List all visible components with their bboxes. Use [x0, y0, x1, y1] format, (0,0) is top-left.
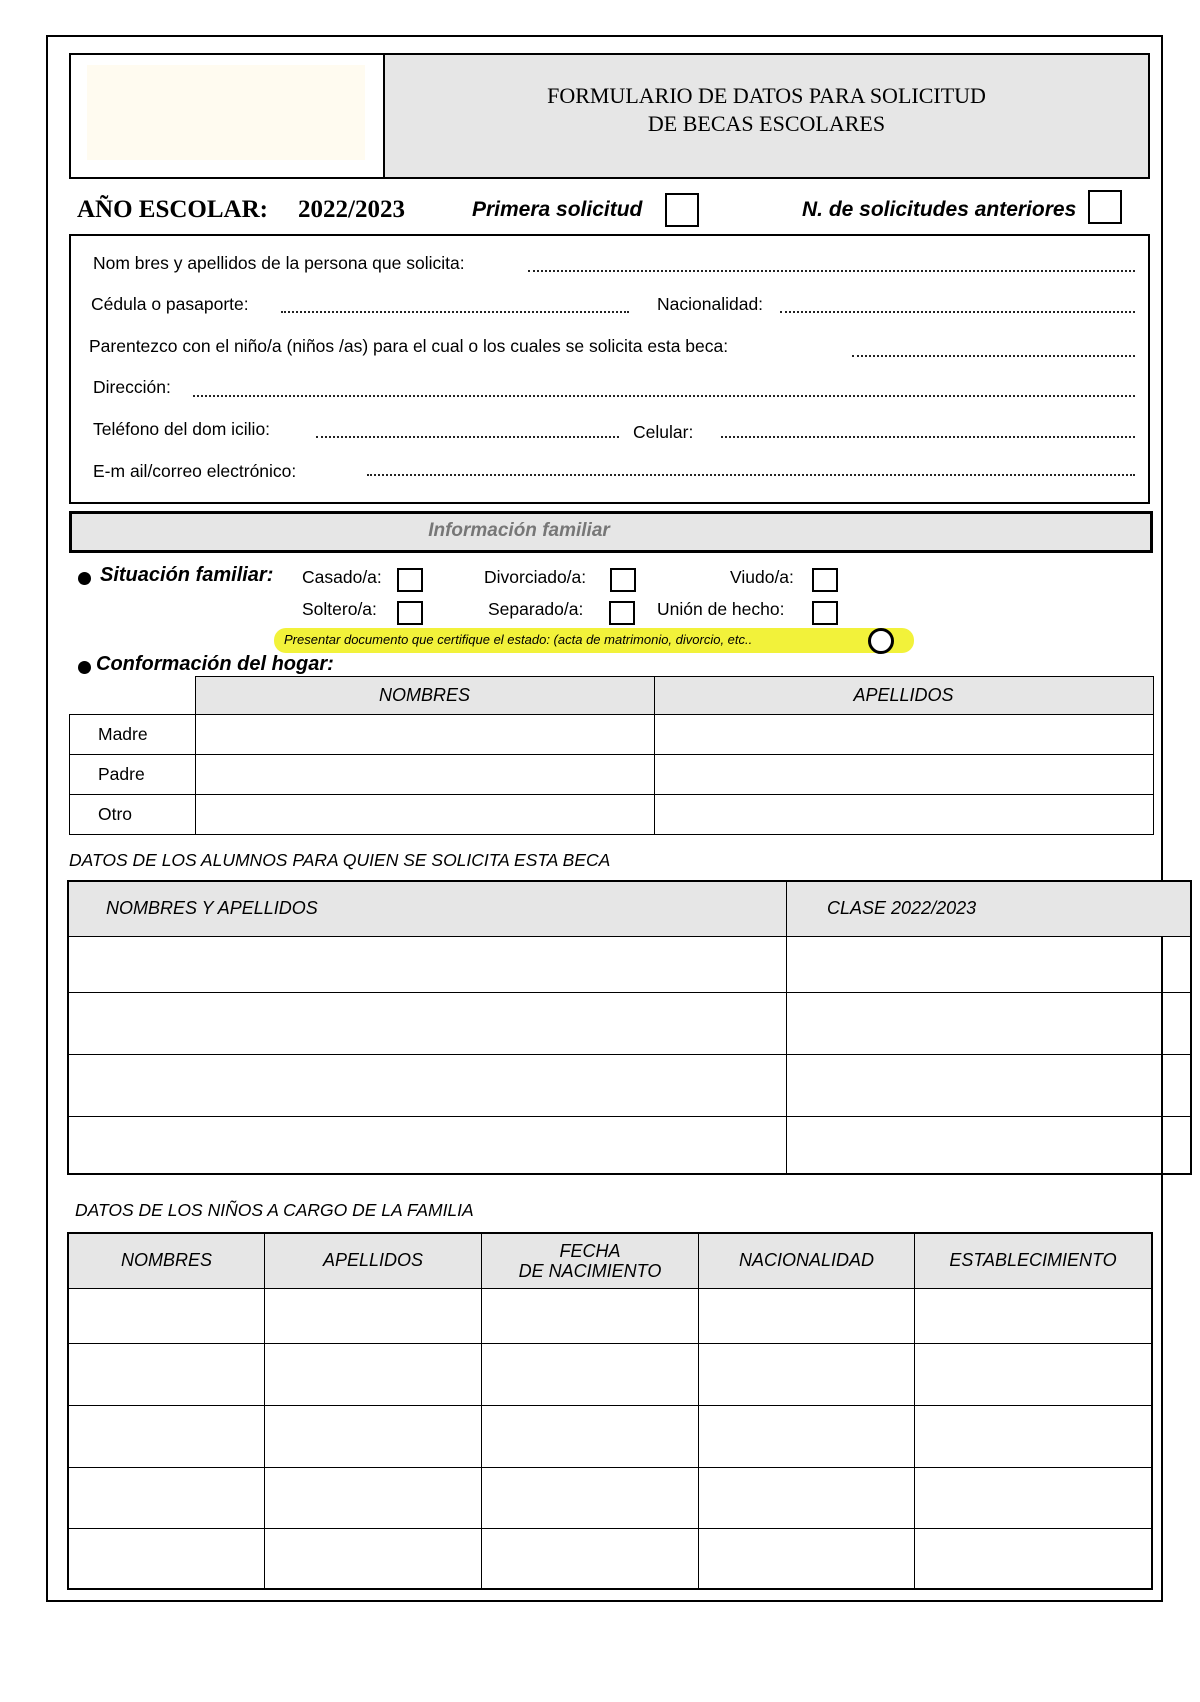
child-cell[interactable] [915, 1343, 1153, 1405]
nationality-field[interactable] [780, 311, 1135, 313]
married-checkbox[interactable] [397, 568, 423, 592]
child-cell[interactable] [265, 1288, 482, 1343]
bullet-icon [78, 572, 91, 585]
divorced-checkbox[interactable] [610, 568, 636, 592]
student-class-cell[interactable] [787, 936, 1192, 992]
children-header-birthdate-2: DE NACIMIENTO [518, 1260, 662, 1281]
mobile-field[interactable] [721, 436, 1135, 438]
child-cell[interactable] [68, 1405, 265, 1467]
title-line-1: FORMULARIO DE DATOS PARA SOLICITUD [547, 83, 986, 108]
child-cell[interactable] [915, 1288, 1153, 1343]
child-cell[interactable] [68, 1467, 265, 1528]
single-label: Soltero/a: [302, 599, 377, 619]
certificate-note: Presentar documento que certifique el estado: (acta de matrimonio, divorcio, etc.. [284, 632, 753, 647]
student-class-cell[interactable] [787, 1054, 1192, 1116]
student-class-cell[interactable] [787, 1116, 1192, 1174]
widowed-label: Viudo/a: [730, 567, 794, 587]
relationship-field[interactable] [852, 355, 1135, 357]
child-cell[interactable] [915, 1405, 1153, 1467]
children-header-surnames: APELLIDOS [322, 1250, 424, 1271]
children-header-nationality: NACIONALIDAD [738, 1250, 875, 1271]
child-cell[interactable] [482, 1467, 699, 1528]
home-phone-label: Teléfono del dom icilio: [93, 419, 271, 439]
child-cell[interactable] [915, 1528, 1153, 1589]
mobile-label: Celular: [633, 422, 694, 442]
school-year-value: 2022/2023 [298, 196, 405, 223]
table-row [68, 1116, 1191, 1174]
table-row [68, 1288, 1152, 1343]
table-row [68, 1054, 1191, 1116]
household-cell[interactable] [654, 715, 1153, 755]
student-name-cell[interactable] [68, 992, 787, 1054]
household-cell[interactable] [654, 755, 1153, 795]
students-header-class: CLASE 2022/2023 [827, 898, 977, 919]
students-table [67, 880, 1192, 1175]
single-checkbox[interactable] [397, 601, 423, 625]
divorced-label: Divorciado/a: [484, 567, 587, 587]
married-label: Casado/a: [302, 567, 382, 587]
children-header-names: NOMBRES [120, 1250, 212, 1271]
child-cell[interactable] [265, 1343, 482, 1405]
child-cell[interactable] [68, 1288, 265, 1343]
form-title [385, 82, 1148, 138]
child-cell[interactable] [482, 1405, 699, 1467]
id-label: Cédula o pasaporte: [91, 294, 249, 314]
household-row-label: Otro [70, 795, 196, 835]
household-header-names: NOMBRES [378, 685, 470, 705]
table-row [68, 1405, 1152, 1467]
previous-requests-label: N. de solicitudes anteriores [802, 198, 1077, 221]
child-cell[interactable] [265, 1467, 482, 1528]
child-cell[interactable] [699, 1343, 915, 1405]
first-request-checkbox[interactable] [665, 193, 699, 227]
first-request-label: Primera solicitud [472, 198, 643, 221]
table-row [68, 1528, 1152, 1589]
family-info-title: Información familiar [428, 520, 610, 541]
child-cell[interactable] [68, 1528, 265, 1589]
student-name-cell[interactable] [68, 1116, 787, 1174]
table-row [70, 795, 1154, 835]
student-class-cell[interactable] [787, 992, 1192, 1054]
title-line-2: DE BECAS ESCOLARES [647, 111, 886, 136]
household-cell[interactable] [654, 795, 1153, 835]
table-row [70, 715, 1154, 755]
students-header-name: NOMBRES Y APELLIDOS [106, 898, 318, 919]
applicant-name-field[interactable] [528, 270, 1135, 272]
child-cell[interactable] [915, 1467, 1153, 1528]
address-label: Dirección: [93, 377, 171, 397]
separated-label: Separado/a: [488, 599, 584, 619]
school-year-label: AÑO ESCOLAR: [77, 196, 268, 223]
id-field[interactable] [281, 311, 629, 313]
household-header-surnames: APELLIDOS [853, 685, 954, 705]
union-label: Unión de hecho: [657, 599, 785, 619]
relationship-label: Parentezco con el niño/a (niños /as) para el cual o los cuales se solicita esta beca: [89, 336, 729, 356]
children-header-school: ESTABLECIMIENTO [949, 1250, 1117, 1271]
table-row [70, 755, 1154, 795]
household-label: Conformación del hogar: [96, 653, 334, 675]
child-cell[interactable] [265, 1528, 482, 1589]
bullet-icon [78, 661, 91, 674]
child-cell[interactable] [699, 1528, 915, 1589]
child-cell[interactable] [482, 1288, 699, 1343]
email-label: E-m ail/correo electrónico: [93, 461, 297, 481]
address-field[interactable] [193, 395, 1135, 397]
child-cell[interactable] [482, 1343, 699, 1405]
table-row [68, 1343, 1152, 1405]
children-table [67, 1232, 1153, 1590]
children-section-title: DATOS DE LOS NIÑOS A CARGO DE LA FAMILIA [75, 1200, 474, 1220]
household-table [69, 676, 1154, 835]
child-cell[interactable] [482, 1528, 699, 1589]
household-cell[interactable] [195, 755, 654, 795]
household-cell[interactable] [195, 795, 654, 835]
applicant-name-label: Nom bres y apellidos de la persona que solicita: [93, 253, 465, 273]
household-row-label: Madre [70, 715, 196, 755]
home-phone-field[interactable] [316, 436, 619, 438]
child-cell[interactable] [699, 1288, 915, 1343]
students-section-title: DATOS DE LOS ALUMNOS PARA QUIEN SE SOLICITA ESTA BECA [69, 850, 611, 870]
student-name-cell[interactable] [68, 1054, 787, 1116]
family-status-label: Situación familiar: [100, 564, 274, 586]
separated-checkbox[interactable] [609, 601, 635, 625]
table-row [68, 936, 1191, 992]
table-row [68, 992, 1191, 1054]
student-name-cell[interactable] [68, 936, 787, 992]
union-checkbox[interactable] [812, 601, 838, 625]
email-field[interactable] [367, 474, 1135, 476]
widowed-checkbox[interactable] [812, 568, 838, 592]
household-cell[interactable] [195, 715, 654, 755]
logo-placeholder [87, 65, 365, 160]
note-circle-icon [868, 628, 894, 654]
child-cell[interactable] [699, 1467, 915, 1528]
previous-requests-checkbox[interactable] [1088, 190, 1122, 224]
child-cell[interactable] [68, 1343, 265, 1405]
child-cell[interactable] [699, 1405, 915, 1467]
children-header-birthdate-1: FECHA [559, 1240, 621, 1261]
table-row [68, 1467, 1152, 1528]
child-cell[interactable] [265, 1405, 482, 1467]
household-row-label: Padre [70, 755, 196, 795]
nationality-label: Nacionalidad: [657, 294, 764, 314]
